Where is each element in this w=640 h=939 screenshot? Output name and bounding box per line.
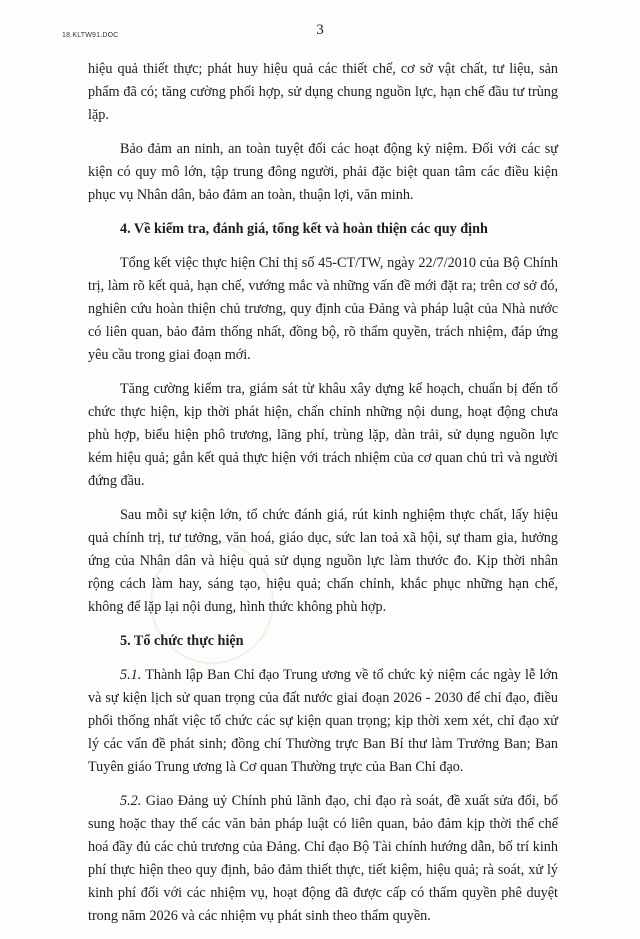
item-number-5-1: 5.1. xyxy=(120,667,142,683)
paragraph-5-2 xyxy=(88,790,558,928)
item-text-5-2: Giao Đảng uỷ Chính phủ lãnh đạo, chỉ đạo rà soát, đề xuất sửa đổi, bổ sung hoặc thay thế các văn bản pháp luật có liên quan, bảo đảm kịp thời thể chế hoá đầy đủ các chủ trương của Đảng. Chỉ đạo Bộ Tài chính hướng dẫn, bố trí kinh phí thực hiện theo quy định, bảo đảm thiết thực, tiết kiệm, hiệu quả; rà soát, xử lý kinh phí đối với các nhiệm vụ, hoạt động đã được cấp có thẩm quyền phê duyệt trong năm 2026 và các nhiệm vụ phát sinh theo thẩm quyền. xyxy=(88,793,558,924)
paragraph-continuation: hiệu quả thiết thực; phát huy hiệu quả các thiết chế, cơ sở vật chất, tư liệu, sản phẩm đã có; tăng cường phối hợp, sử dụng chung nguồn lực, hạn chế đầu tư trùng lặp. xyxy=(88,61,558,123)
paragraph-review-directive: Tổng kết việc thực hiện Chỉ thị số 45-CT/TW, ngày 22/7/2010 của Bộ Chính trị, làm rõ kết quả, hạn chế, vướng mắc và những vấn đề mới đặt ra; trên cơ sở đó, nghiên cứu hoàn thiện chủ trương, quy định của Đảng và pháp luật của Nhà nước có liên quan, bảo đảm thống nhất, đồng bộ, rõ thẩm quyền, trách nhiệm, đáp ứng yêu cầu trong giai đoạn mới. xyxy=(88,255,558,363)
section-heading-5: 5. Tổ chức thực hiện xyxy=(120,633,244,649)
document-code: 18.KLTW91.DOC xyxy=(62,32,119,39)
item-text-5-1: Thành lập Ban Chỉ đạo Trung ương về tổ chức kỷ niệm các ngày lễ lớn và sự kiện lịch sử quan trọng của đất nước giai đoạn 2026 - 2030 để chỉ đạo, điều phối thống nhất việc tổ chức các sự kiện quan trọng; kịp thời xem xét, chỉ đạo xử lý các vấn đề phát sinh; đồng chí Thường trực Ban Bí thư làm Trưởng Ban; Ban Tuyên giáo Trung ương là Cơ quan Thường trực của Ban Chỉ đạo. xyxy=(88,667,558,775)
body-text xyxy=(88,58,558,939)
page-number: 3 xyxy=(316,22,324,38)
section-heading-4: 4. Về kiểm tra, đánh giá, tổng kết và hoàn thiện các quy định xyxy=(120,221,488,237)
paragraph-inspection: Tăng cường kiểm tra, giám sát từ khâu xây dựng kế hoạch, chuẩn bị đến tổ chức thực hiện, kịp thời phát hiện, chấn chỉnh những nội dung, hoạt động chưa phù hợp, biểu hiện phô trương, lãng phí, trùng lặp, dàn trải, sử dụng nguồn lực kém hiệu quả; gắn kết quả thực hiện với trách nhiệm của cơ quan chủ trì và người đứng đầu. xyxy=(88,381,558,489)
item-number-5-2: 5.2. xyxy=(120,793,142,809)
paragraph-5-1 xyxy=(88,664,558,779)
paragraph-security: Bảo đảm an ninh, an toàn tuyệt đối các hoạt động kỷ niệm. Đối với các sự kiện có quy mô lớn, tập trung đông người, phải đặc biệt quan tâm các điều kiện phục vụ Nhân dân, bảo đảm an toàn, thuận lợi, văn minh. xyxy=(88,141,558,203)
paragraph-evaluation: Sau mỗi sự kiện lớn, tổ chức đánh giá, rút kinh nghiệm thực chất, lấy hiệu quả chính trị, tư tưởng, văn hoá, giáo dục, sức lan toả xã hội, sự tham gia, hưởng ứng của Nhân dân và hiệu quả sử dụng nguồn lực làm thước đo. Kịp thời nhân rộng cách làm hay, sáng tạo, hiệu quả; chấn chỉnh, khắc phục những hạn chế, không để lặp lại nội dung, hình thức không phù hợp. xyxy=(88,507,558,615)
